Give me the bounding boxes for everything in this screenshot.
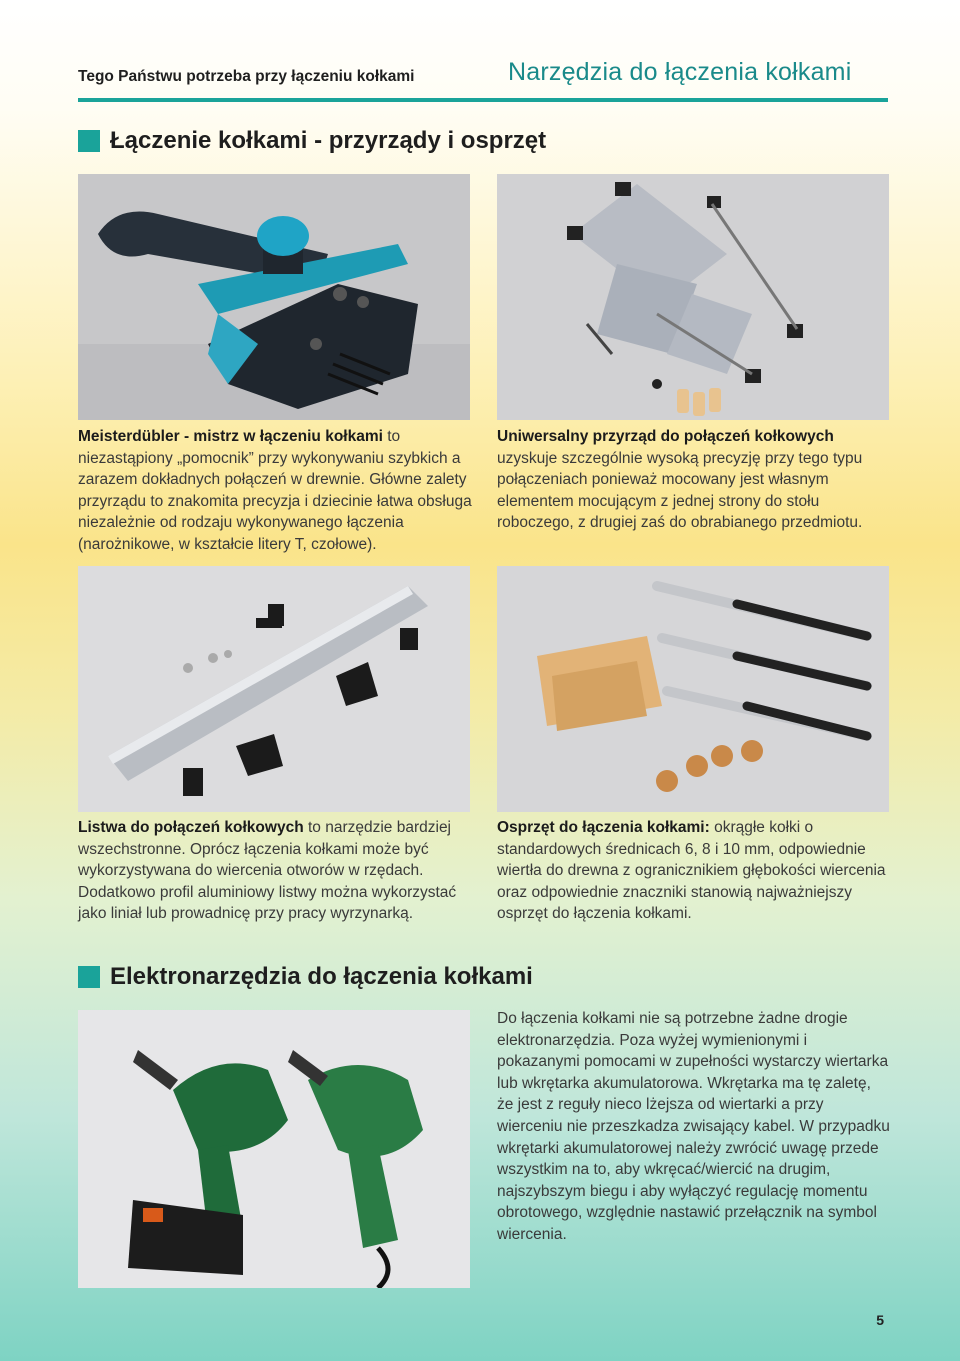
- body-paragraph: Do łączenia kołkami nie są potrzebne żadne drogie elektronarzędzia. Poza wyżej wymienionymi i pokazanymi pomocami w zupełności wystarczy wiertarka lub wkrętarka akumulatorowa. Wkrętarka ma tę zaletę, że jest z reguły nieco lżejsza od wiertarki a przy wierceniu nie przeszkadza zwisający kabel. W przypadku wkrętarki akumulatorowej należy zwrócić uwagę przede wszystkim na to, aby wkręcać/wiercić na drugim, najszybszym biegu i aby wyłączyć regulację momentu obrotowego, względnie nastawić przełącznik na symbol wiercenia.: [497, 1010, 890, 1243]
- section-title: Łączenie kołkami - przyrządy i osprzęt: [110, 127, 547, 154]
- section-marker: [78, 130, 100, 152]
- page-number: 5: [876, 1312, 884, 1328]
- caption-dowel-rail: Listwa do połączeń kołkowych to narzędzie bardziej wszechstronne. Oprócz łączenia kołkami może być wykorzystywana do wiercenia otworów w rzędach. Dodatkowo profil aluminiowy listwy można wykorzystać jako liniał lub prowadnicę przy pracy wyrzynarką.: [78, 819, 457, 923]
- chapter-title: Narzędzia do łączenia kołkami: [508, 58, 852, 86]
- photo-universal-jig: [497, 174, 889, 420]
- section-title: Elektronarzędzia do łączenia kołkami: [110, 963, 533, 990]
- running-header: Tego Państwu potrzeba przy łączeniu kołkami: [78, 68, 415, 85]
- photo-dowel-rail: [78, 566, 470, 812]
- header-rule: [78, 98, 888, 102]
- caption-universal-jig: Uniwersalny przyrząd do połączeń kołkowych uzyskuje szczególnie wysoką precyzję przy tego typu połączeniach ponieważ mocowany jest własnym elementem mocującym z jednej strony do stołu roboczego, z drugiej zaś do obrabianego przedmiotu.: [497, 428, 863, 532]
- caption-accessories: Osprzęt do łączenia kołkami: okrągłe kołki o standardowych średnicach 6, 8 i 10 mm, odpowiednie wiertła do drewna z ogranicznikiem głębokości wiercenia oraz odpowiednie znaczniki stanowią najważniejszy osprzęt do łączenia kołkami.: [497, 819, 886, 923]
- caption-meisterdubler: Meisterdübler - mistrz w łączeniu kołkami to niezastąpiony „pomocnik” przy wykonywaniu szybkich a zarazem dokładnych połączeń w drewnie. Główne zalety przyrządu to znakomita precyzja i dziecinie łatwa obsługa niezależnie od rodzaju wykonywanego łączenia (narożnikowe, w kształcie litery T, czołowe).: [78, 428, 472, 553]
- photo-dowel-jig: [78, 174, 470, 420]
- photo-power-drills: [78, 1010, 470, 1288]
- section-marker: [78, 966, 100, 988]
- photo-accessories: [497, 566, 889, 812]
